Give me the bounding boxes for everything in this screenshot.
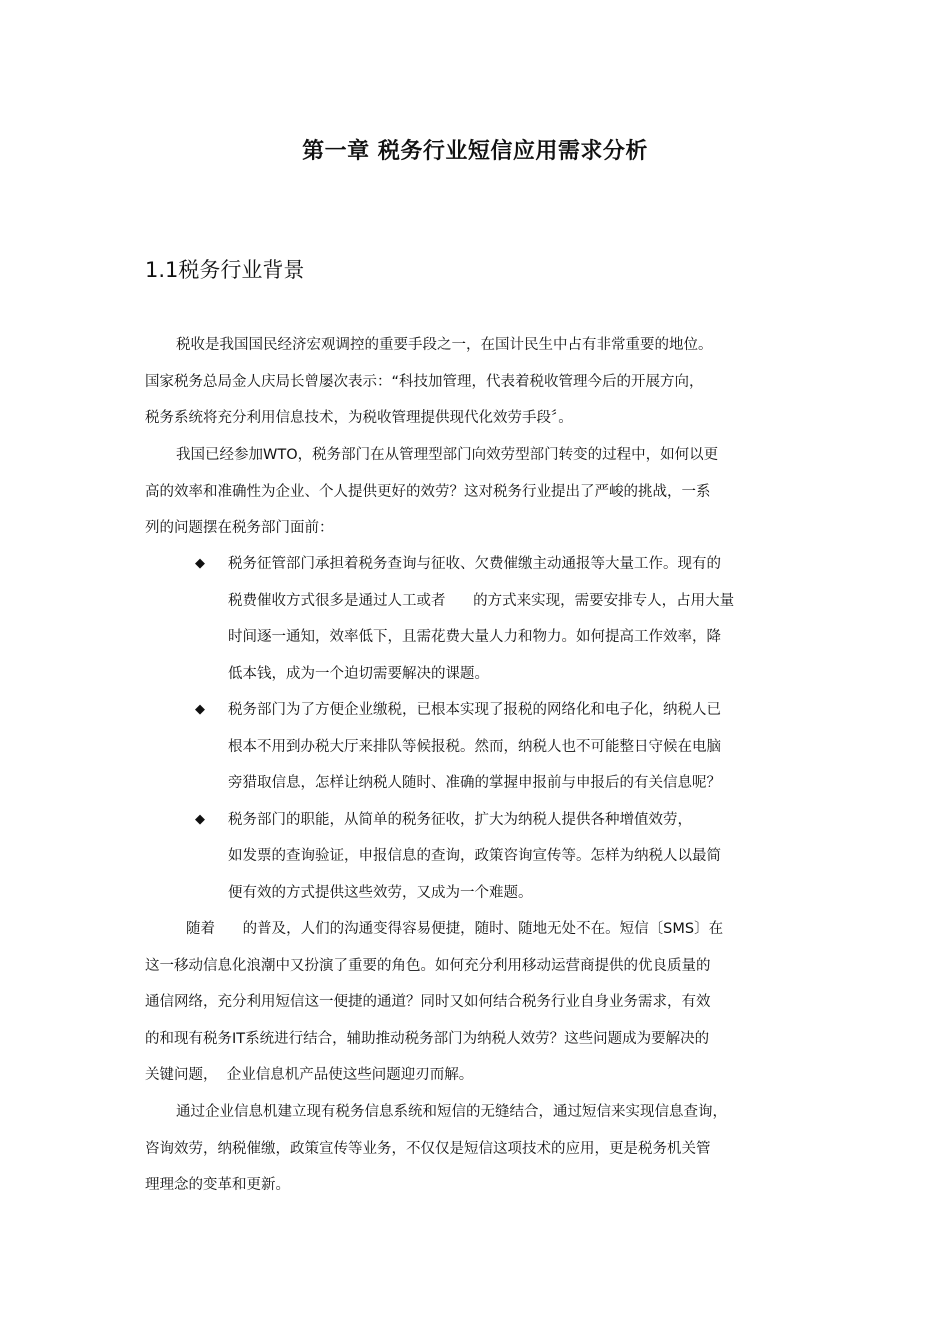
paragraph-line: 理理念的变革和更新。 bbox=[145, 1177, 290, 1193]
bullet-line: 税务征管部门承担着税务查询与征收、欠费催缴主动通报等大量工作。现有的 bbox=[228, 556, 721, 572]
bullet-diamond-icon: ◆ bbox=[195, 702, 205, 717]
bullet-line: 便有效的方式提供这些效劳，又成为一个难题。 bbox=[228, 885, 533, 901]
bullet-line: 时间逐一通知，效率低下，且需花费大量人力和物力。如何提高工作效率，降 bbox=[228, 629, 721, 645]
bullet-line: 根本不用到办税大厅来排队等候报税。然而，纳税人也不可能整日守候在电脑 bbox=[228, 739, 721, 755]
paragraph-line: 列的问题摆在税务部门面前： bbox=[145, 520, 334, 536]
paragraph-line: 通信网络，充分利用短信这一便捷的通道？同时又如何结合税务行业自身业务需求，有效 bbox=[145, 994, 711, 1010]
bullet-line: 税务部门为了方便企业缴税，已根本实现了报税的网络化和电子化，纳税人已 bbox=[228, 702, 721, 718]
paragraph-line: 高的效率和准确性为企业、个人提供更好的效劳？这对税务行业提出了严峻的挑战，一系 bbox=[145, 484, 711, 500]
bullet-line: 税费催收方式很多是通过人工或者 的方式来实现，需要安排专人，占用大量 bbox=[228, 593, 735, 609]
bullet-line: 旁猎取信息，怎样让纳税人随时、准确的掌握申报前与申报后的有关信息呢？ bbox=[228, 775, 721, 791]
paragraph-line: 国家税务总局金人庆局长曾屡次表示：“科技加管理，代表着税收管理今后的开展方向， bbox=[145, 374, 704, 390]
paragraph-line: 税务系统将充分利用信息技术，为税收管理提供现代化效劳手段〞。 bbox=[145, 410, 573, 426]
paragraph-line: 我国已经参加WTO，税务部门在从管理型部门向效劳型部门转变的过程中，如何以更 bbox=[176, 447, 719, 463]
paragraph-line: 咨询效劳，纳税催缴，政策宣传等业务，不仅仅是短信这项技术的应用，更是税务机关管 bbox=[145, 1141, 711, 1157]
bullet-line: 低本钱，成为一个迫切需要解决的课题。 bbox=[228, 666, 489, 682]
bullet-diamond-icon: ◆ bbox=[195, 556, 205, 571]
paragraph-line: 关键问题， 企业信息机产品使这些问题迎刃而解。 bbox=[145, 1067, 474, 1083]
section-title: 1.1税务行业背景 bbox=[145, 258, 305, 282]
paragraph-line: 这一移动信息化浪潮中又扮演了重要的角色。如何充分利用移动运营商提供的优良质量的 bbox=[145, 958, 711, 974]
paragraph-line: 税收是我国国民经济宏观调控的重要手段之一，在国计民生中占有非常重要的地位。 bbox=[176, 337, 713, 353]
bullet-line: 税务部门的职能，从简单的税务征收，扩大为纳税人提供各种增值效劳， bbox=[228, 812, 692, 828]
paragraph-line: 通过企业信息机建立现有税务信息系统和短信的无缝结合，通过短信来实现信息查询， bbox=[176, 1104, 727, 1120]
bullet-diamond-icon: ◆ bbox=[195, 812, 205, 827]
paragraph-line: 随着 的普及，人们的沟通变得容易便捷，随时、随地无处不在。短信〔SMS〕在 bbox=[186, 921, 724, 937]
bullet-line: 如发票的查询验证，申报信息的查询，政策咨询宣传等。怎样为纳税人以最简 bbox=[228, 848, 721, 864]
paragraph-line: 的和现有税务IT系统进行结合，辅助推动税务部门为纳税人效劳？这些问题成为要解决的 bbox=[145, 1031, 710, 1047]
chapter-title: 第一章 税务行业短信应用需求分析 bbox=[302, 139, 648, 164]
